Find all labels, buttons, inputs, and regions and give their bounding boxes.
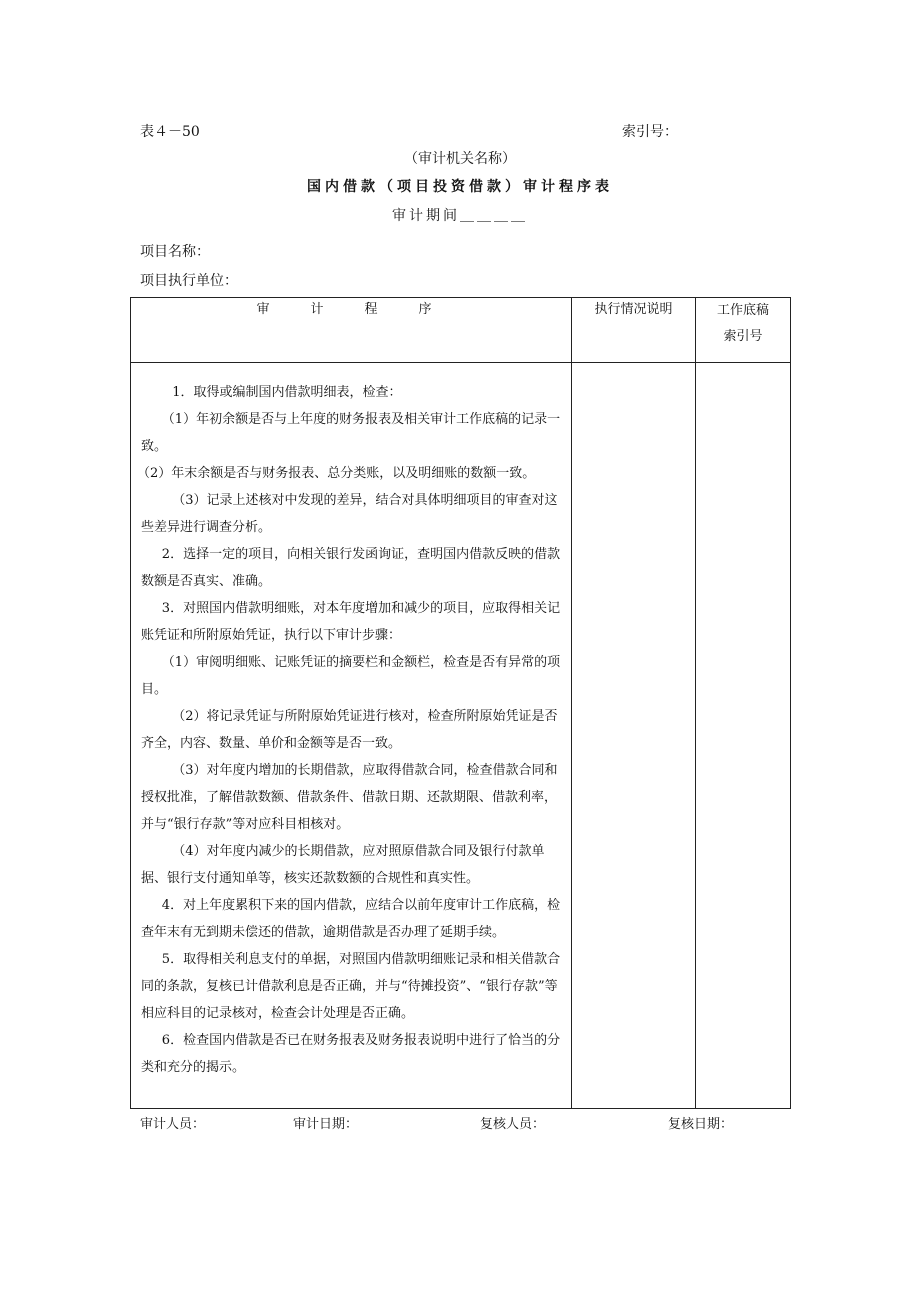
step-item: 1．取得或编制国内借款明细表，检查： <box>172 385 402 400</box>
step-item: 6．检查国内借款是否已在财务报表及财务报表说明中进行了恰当的分类和充分的揭示。 <box>141 1033 561 1075</box>
step-item: （2）年末余额是否与财务报表、总分类账，以及明细账的数额一致。 <box>137 466 536 481</box>
table-number: 表４－50 <box>140 124 200 140</box>
procedure-cell <box>131 363 572 1109</box>
step-item: 3．对照国内借款明细账，对本年度增加和减少的项目，应取得相关记账凭证和所附原始凭证，执行以下审计步骤： <box>141 601 561 643</box>
table-body-row <box>131 363 791 1109</box>
step-item: 4．对上年度累积下来的国内借款，应结合以前年度审计工作底稿，检查年末有无到期未偿还的借款，逾期借款是否办理了延期手续。 <box>141 898 561 940</box>
reviewer-label: 复核人员： <box>480 1117 546 1132</box>
audit-period: 审计期间＿＿＿＿ <box>392 208 528 224</box>
audit-procedure-table <box>130 297 791 1109</box>
table-header-row <box>131 298 791 363</box>
procedure-steps <box>131 363 571 1081</box>
step-item: （2）将记录凭证与所附原始凭证进行核对，检查所附原始凭证是否齐全，内容、数量、单价和金额等是否一致。 <box>141 709 558 751</box>
step-item: （1）年初余额是否与上年度的财务报表及相关审计工作底稿的记录一致。 <box>141 412 561 454</box>
step-item: 2．选择一定的项目，向相关银行发函询证，查明国内借款反映的借款数额是否真实、准确。 <box>141 547 561 589</box>
col-header-procedure-text: 审 计 程 序 <box>256 302 446 317</box>
status-cell <box>572 363 696 1109</box>
step-item: 5．取得相关利息支付的单据，对照国内借款明细账记录和相关借款合同的条款，复核已计借款利息是否正确，并与“待摊投资”、“银行存款”等相应科目的记录核对，检查会计处理是否正确。 <box>141 952 561 1021</box>
auditor-label: 审计人员： <box>140 1117 206 1132</box>
project-unit-label: 项目执行单位： <box>140 273 238 289</box>
index-number-label: 索引号： <box>622 124 678 140</box>
step-item: （3）记录上述核对中发现的差异，结合对具体明细项目的审查对这些差异进行调查分析。 <box>141 493 558 535</box>
index-cell <box>696 363 791 1109</box>
step-item: （3）对年度内增加的长期借款，应取得借款合同，检查借款合同和授权批准，了解借款数额、借款条件、借款日期、还款期限、借款利率，并与“银行存款”等对应科目相核对。 <box>141 763 558 832</box>
col-header-procedure <box>131 298 572 363</box>
col-header-index-line1: 工作底稿 <box>716 303 769 318</box>
audit-date-label: 审计日期： <box>293 1117 359 1132</box>
col-header-index-line2: 索引号 <box>723 329 763 344</box>
audit-organization: （审计机关名称） <box>404 151 516 167</box>
project-name-label: 项目名称： <box>140 244 210 260</box>
step-item: （1）审阅明细账、记账凭证的摘要栏和金额栏，检查是否有异常的项目。 <box>141 655 561 697</box>
col-header-index <box>696 298 791 363</box>
document-title: 国内借款（项目投资借款）审计程序表 <box>307 179 613 195</box>
col-header-status: 执行情况说明 <box>572 298 696 363</box>
step-item: （4）对年度内减少的长期借款，应对照原借款合同及银行付款单据、银行支付通知单等，核实还款数额的合规性和真实性。 <box>141 844 545 886</box>
review-date-label: 复核日期： <box>668 1117 734 1132</box>
